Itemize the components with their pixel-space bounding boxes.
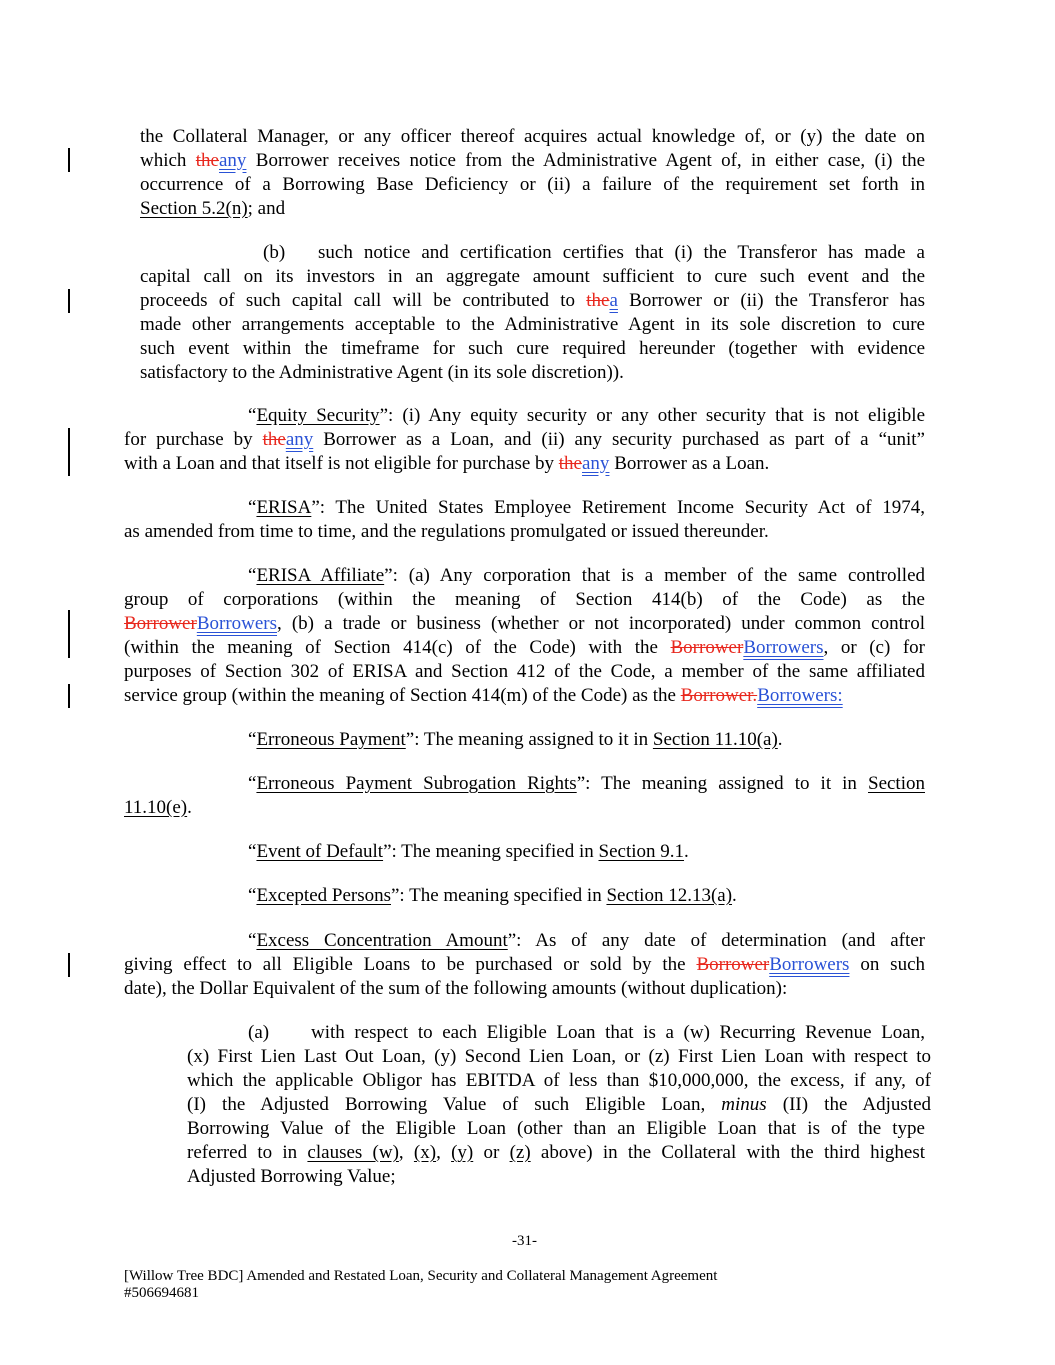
definition-erroneous-payment: “Erroneous Payment”: The meaning assigned to it in Section 11.10(a). (248, 729, 783, 750)
change-bar (68, 148, 70, 172)
definition-equity-security: “Equity Security”: (i) Any equity security or any other security that is not eligible for purchase by theany Borrower as a Loan, and (ii) any security purchased as part of a “unit” with a Loan and that itself is not eligible for purchase by theany Borrower as a Loan. (124, 405, 925, 474)
defined-term: ERISA Affiliate (256, 565, 385, 586)
definition-erroneous-payment-subrogation-rights: “Erroneous Payment Subrogation Rights”: The meaning assigned to it in Section 11.10(e). (124, 773, 925, 818)
footer-doc-id: #506694681 (124, 1285, 199, 1301)
defined-term: Excepted Persons (256, 885, 391, 906)
footer-title: [Willow Tree BDC] Amended and Restated Loan, Security and Collateral Management Agreement (124, 1268, 718, 1284)
clause-a-label: (a) (248, 1022, 270, 1043)
change-bar (68, 428, 70, 476)
change-bar (68, 684, 70, 708)
defined-term: Erroneous Payment Subrogation Rights (256, 773, 577, 794)
definition-excepted-persons: “Excepted Persons”: The meaning specified in Section 12.13(a). (248, 885, 737, 906)
clause-a-text: with respect to each Eligible Loan that is a (w) Recurring Revenue Loan, (311, 1022, 925, 1043)
page-number: -31- (512, 1233, 537, 1249)
clause-b-text: such notice and certification certifies that (i) the Transferor has made a (318, 242, 925, 263)
section-reference: Section 9.1 (598, 841, 685, 862)
clause-a-continued: (x) First Lien Last Out Loan, (y) Second Lien Loan, or (z) First Lien Loan with respect to which the applicable Obligor has EBITDA of less than $10,000,000, the excess, if any, of (I) the Adjusted Borrowing Value of such Eligible Loan, minus (II) the Adjusted Borrowing Value of the Eligible Loan (other than an Eligible Loan that is of the type referred to in clauses (w), (x), (y) or (z) above) in the Collateral with the third highest Adjusted Borrowing Value; (187, 1046, 932, 1187)
definition-excess-concentration-amount: “Excess Concentration Amount”: As of any date of determination (and after giving effect to all Eligible Loans to be purchased or sold by the BorrowerBorrowers on such date), the Dollar Equivalent of the sum of the following amounts (without duplication): (124, 930, 926, 999)
section-reference: Section 5.2(n) (140, 198, 248, 219)
defined-term: Equity Security (256, 405, 380, 426)
definition-event-of-default: “Event of Default”: The meaning specified in Section 9.1. (248, 841, 689, 862)
defined-term: ERISA (256, 497, 312, 518)
definition-erisa: “ERISA”: The United States Employee Retirement Income Security Act of 1974, as amended from time to time, and the regulations promulgated or issued thereunder. (124, 497, 925, 542)
change-bar (68, 289, 70, 313)
change-bar (68, 610, 70, 658)
section-reference: Section 11.10(a) (652, 729, 778, 750)
defined-term: Event of Default (256, 841, 384, 862)
clause-b-label: (b) (263, 242, 286, 263)
section-reference: Section 12.13(a) (606, 885, 733, 906)
clause-b-continued: capital call on its investors in an aggregate amount sufficient to cure such event and the proceeds of such capital call will be contributed to thea Borrower or (ii) the Transferor has made other arrangements acceptable to the Administrative Agent in its sole discretion to cure such event within the timeframe for such cure required hereunder (together with evidence satisfactory to the Administrative Agent (in its sole discretion)). (140, 266, 925, 383)
section-reference: 11.10(e) (124, 797, 188, 818)
defined-term: Erroneous Payment (256, 729, 406, 750)
change-bar (68, 953, 70, 977)
document-footer (124, 1268, 717, 1302)
continued-paragraph: the Collateral Manager, or any officer thereof acquires actual knowledge of, or (y) the date on which theany Borrower receives notice from the Administrative Agent of, in either case, (i) the occurrence of a Borrowing Base Deficiency or (ii) a failure of the requirement set forth in Section 5.2(n); and (140, 126, 926, 219)
definition-erisa-affiliate: “ERISA Affiliate”: (a) Any corporation that is a member of the same controlled group of corporations (within the meaning of Section 414(b) of the Code) as the BorrowerBorrowers, (b) a trade or business (whether or not incorporated) under common control (within the meaning of Section 414(c) of the Code) with the BorrowerBorrowers, or (c) for purposes of Section 302 of ERISA and Section 412 of the Code, a member of the same affiliated service group (within the meaning of Section 414(m) of the Code) as the Borrower.Borrowers: (124, 565, 926, 706)
defined-term: Excess Concentration Amount (256, 930, 508, 951)
